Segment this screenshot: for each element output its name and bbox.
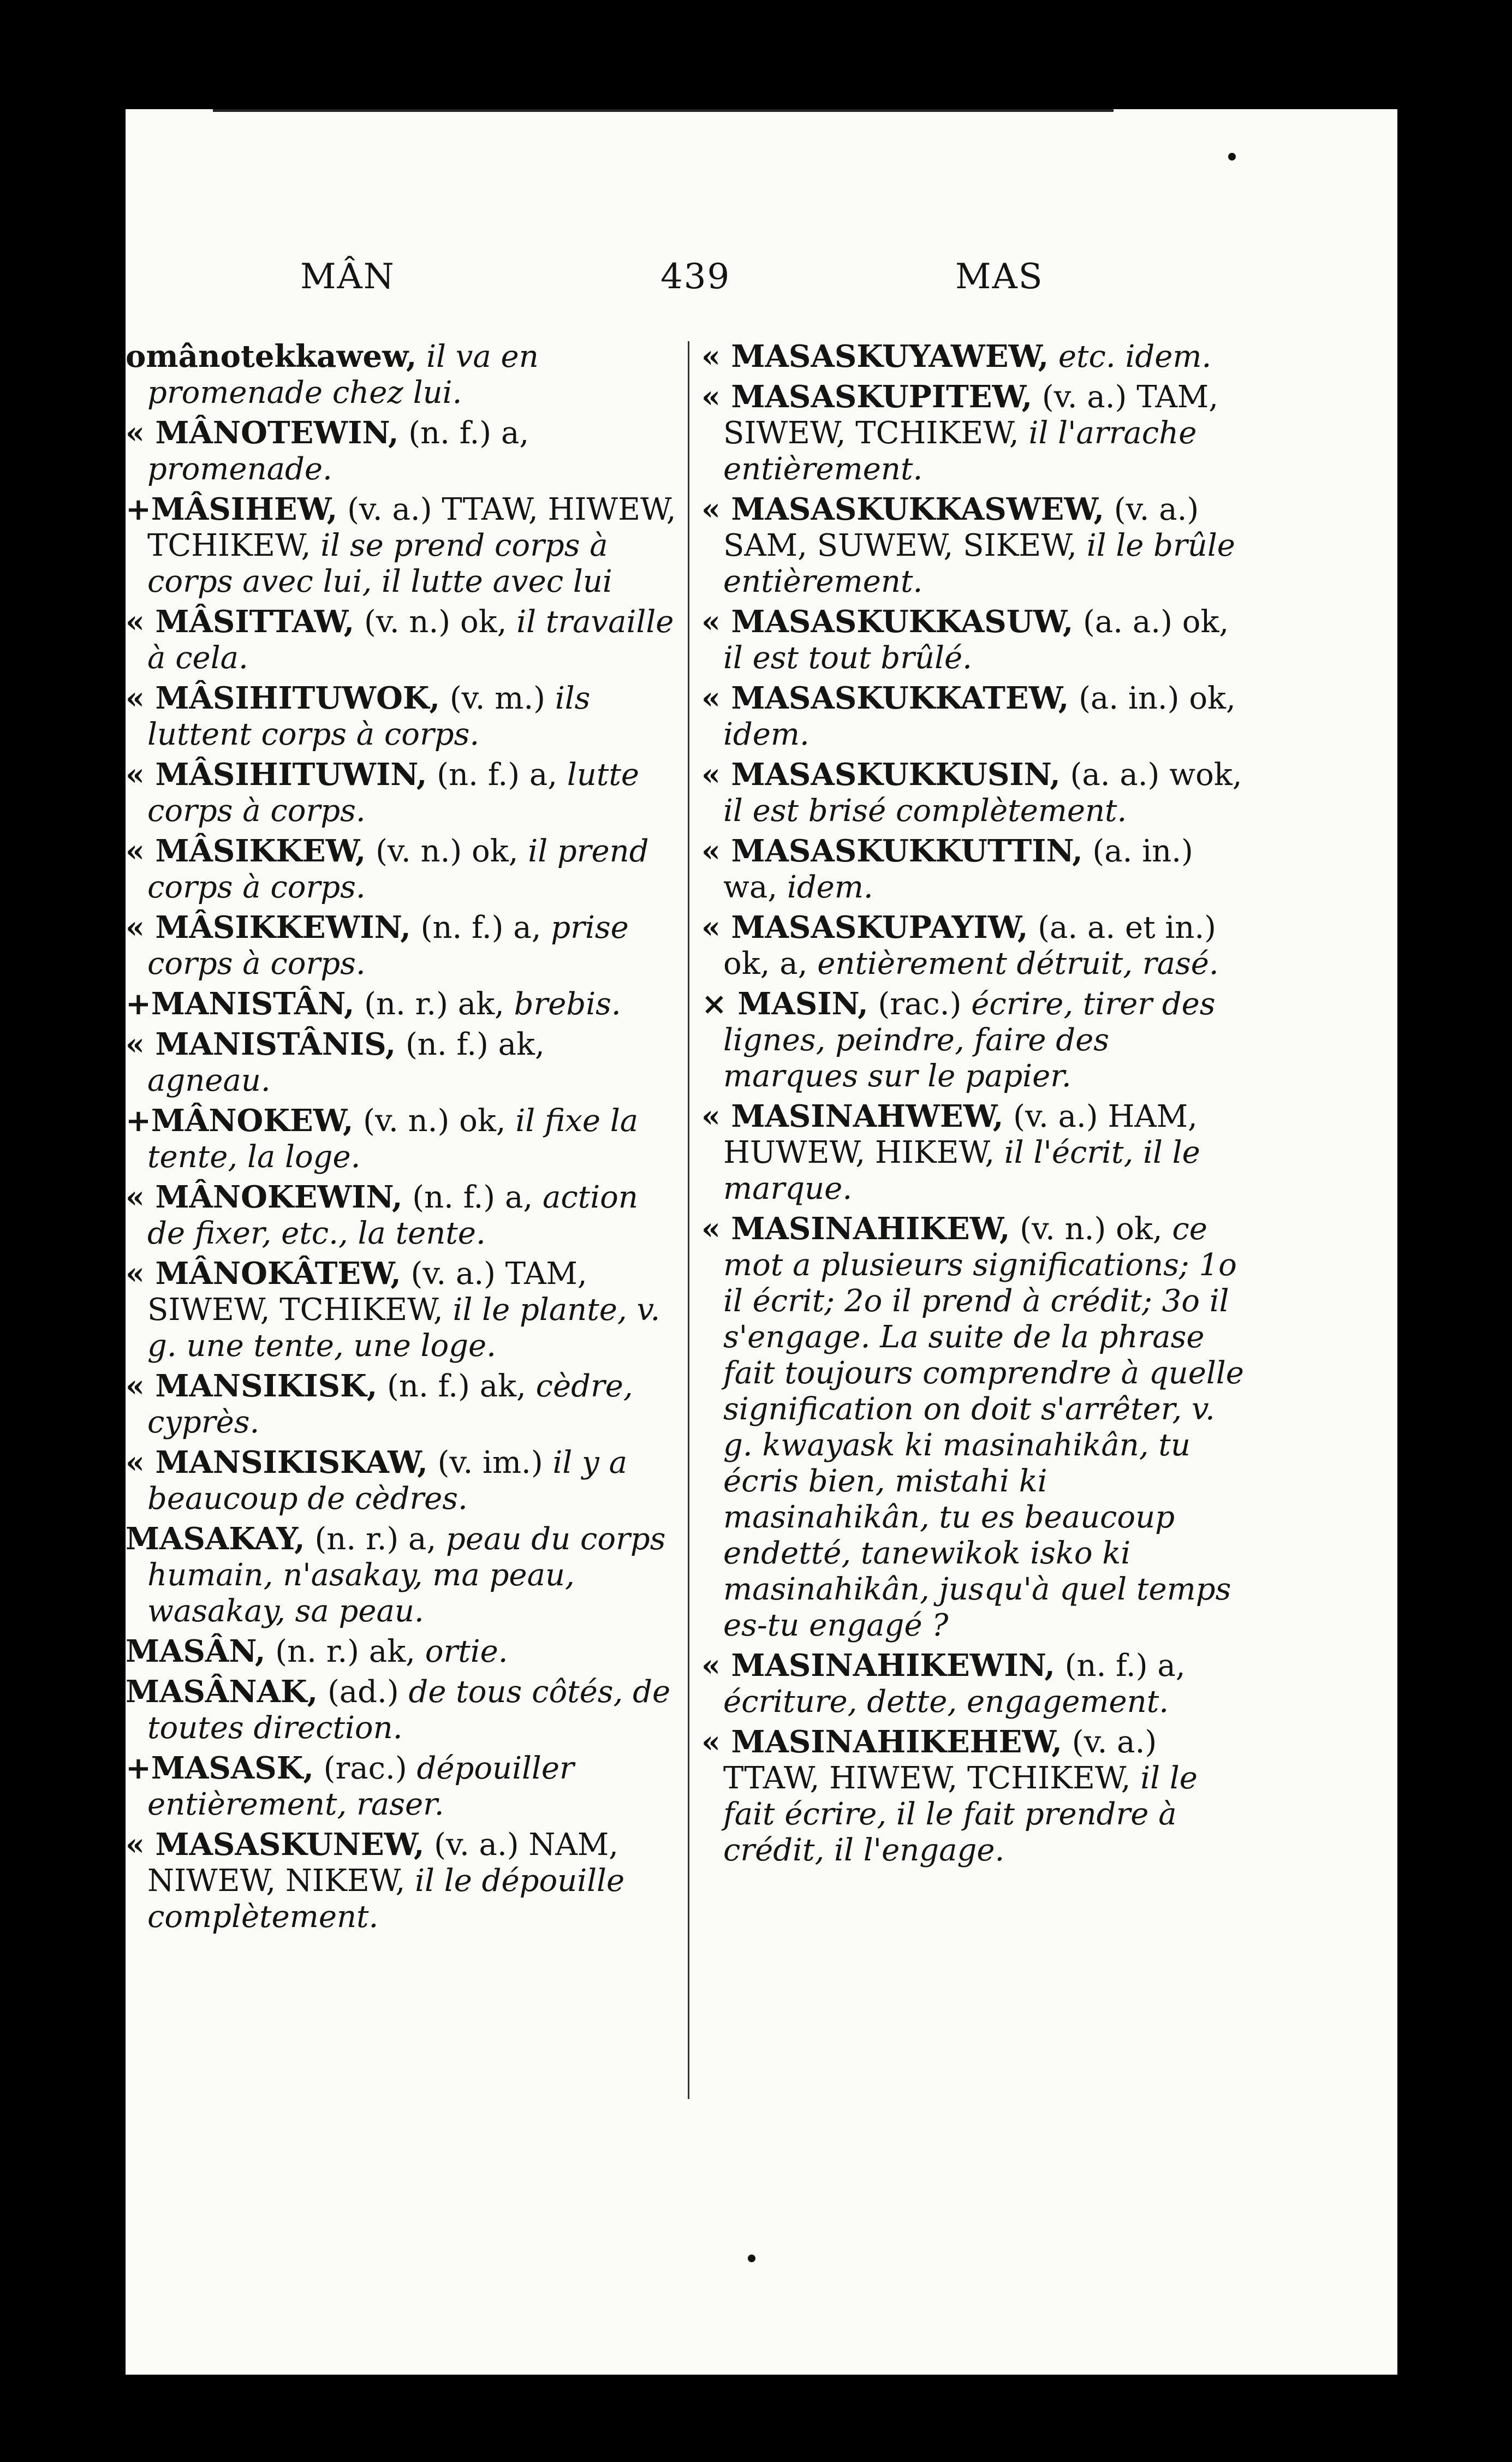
entry-forms: ok,: [1172, 604, 1229, 640]
running-head-left: MÂN: [300, 257, 395, 297]
dictionary-entry: [126, 1368, 677, 1441]
entry-def: etc. idem.: [1049, 339, 1212, 374]
ink-speck: [1228, 153, 1236, 160]
entry-gram: (n. r.): [354, 986, 448, 1022]
entry-gram: (v. n.): [1010, 1211, 1106, 1247]
dictionary-entry: [126, 1827, 677, 1935]
entry-def: il va en promenade chez lui.: [147, 339, 539, 411]
entry-gram: (n. f.): [396, 1027, 489, 1062]
dictionary-page: [126, 109, 1397, 2375]
entry-hw: « MASASKUKKUSIN,: [701, 757, 1061, 793]
dictionary-entry: [126, 415, 677, 487]
entry-forms: a,: [520, 757, 558, 793]
entry-def: idem.: [723, 717, 809, 752]
entry-forms: ak,: [488, 1027, 545, 1062]
entry-def: idem.: [777, 870, 873, 905]
dictionary-entry: [126, 1256, 677, 1364]
entry-hw: omânotekkawew,: [126, 338, 417, 374]
entry-gram: (v. a.): [337, 492, 432, 527]
entry-def: il l'écrit, il le marque.: [723, 1135, 1200, 1206]
entry-hw: « MASINAHIKEHEW,: [701, 1724, 1062, 1760]
entry-gram: (n. r.): [265, 1634, 360, 1669]
dictionary-entry: [701, 379, 1247, 487]
entry-forms: NAM, NIWEW, NIKEW,: [147, 1827, 618, 1899]
entry-def: il le fait écrire, il le fait prendre à crédit, il l'engage.: [723, 1761, 1198, 1868]
entry-def: entièrement détruit, rasé.: [807, 946, 1219, 982]
entry-gram: (n. f.): [1055, 1648, 1148, 1684]
entry-hw: MASAKAY,: [126, 1521, 305, 1557]
dictionary-entry: [701, 757, 1247, 829]
entry-hw: « MASASKUPITEW,: [701, 379, 1033, 415]
entry-forms: TTAW, HIWEW, TCHIKEW,: [147, 492, 676, 563]
dictionary-entry: [701, 1648, 1247, 1720]
entry-forms: TAM, SIWEW, TCHIKEW,: [147, 1256, 587, 1328]
entry-def: il y a beaucoup de cèdres.: [147, 1445, 627, 1517]
entry-gram: (n. f.): [398, 415, 492, 451]
entry-forms: ok, a,: [723, 946, 808, 982]
entry-def: il le plante, v. g. une tente, une loge.: [147, 1292, 660, 1364]
entry-forms: ok,: [1179, 681, 1236, 716]
dictionary-entry: [701, 491, 1247, 600]
dictionary-entry: [126, 1444, 677, 1517]
entry-def: il le dépouille complètement.: [147, 1863, 625, 1935]
entry-gram: (v. a.): [1062, 1724, 1157, 1760]
entry-def: peau du corps humain, n'asakay, ma peau, wasakay, sa peau.: [147, 1521, 666, 1629]
dictionary-entry: [701, 833, 1247, 906]
entry-hw: « MÂNOKEWIN,: [126, 1179, 403, 1215]
dictionary-entry: [126, 491, 677, 600]
dictionary-entry: [126, 338, 677, 411]
entry-gram: (ad.): [318, 1674, 399, 1710]
dictionary-entry: [126, 1103, 677, 1175]
page-number: 439: [660, 257, 731, 297]
dictionary-entry: [701, 909, 1247, 982]
entry-forms: a,: [503, 910, 541, 945]
entry-hw: « MASASKUYAWEW,: [701, 338, 1049, 374]
entry-def: il travaille à cela.: [147, 604, 674, 676]
entry-hw: +MANISTÂN,: [126, 986, 355, 1022]
dictionary-entry: [126, 1750, 677, 1823]
entry-def: il le brûle entièrement.: [723, 528, 1235, 599]
entry-forms: wa,: [723, 870, 778, 905]
entry-gram: (n. f.): [427, 757, 520, 793]
entry-forms: TTAW, HIWEW, TCHIKEW,: [723, 1761, 1131, 1796]
entry-gram: (a. in.): [1069, 681, 1180, 716]
dictionary-entry: [701, 986, 1247, 1095]
column-divider: [688, 341, 689, 2099]
entry-hw: « MANISTÂNIS,: [126, 1026, 396, 1062]
dictionary-entry: [126, 1179, 677, 1252]
entry-hw: « MÂSIHITUWIN,: [126, 757, 427, 793]
entry-hw: « MÂSIKKEW,: [126, 833, 366, 869]
entry-forms: HAM, HUWEW, HIKEW,: [723, 1099, 1198, 1170]
dictionary-entry: [701, 1098, 1247, 1207]
entry-def: agneau.: [147, 1063, 271, 1098]
entry-gram: (v. n.): [353, 1103, 450, 1139]
dictionary-entry: [126, 1633, 677, 1670]
entry-def: ils luttent corps à corps.: [147, 681, 591, 752]
entry-gram: (v. a.): [424, 1827, 519, 1863]
entry-hw: MASÂN,: [126, 1633, 266, 1669]
entry-gram: (a. a.): [1060, 757, 1160, 793]
entry-def: dépouiller entièrement, raser.: [147, 1751, 574, 1822]
entry-gram: (v. n.): [366, 834, 462, 869]
entry-gram: (a. in.): [1082, 834, 1193, 869]
entry-hw: +MÂNOKEW,: [126, 1103, 354, 1139]
entry-gram: (rac.): [868, 986, 962, 1022]
top-rule: [213, 109, 1114, 112]
dictionary-entry: [126, 757, 677, 829]
dictionary-entry: [126, 604, 677, 676]
entry-def: écriture, dette, engagement.: [723, 1684, 1169, 1720]
entry-hw: « MANSIKISK,: [126, 1368, 378, 1404]
entry-def: écrire, tirer des lignes, peindre, faire des marques sur le papier.: [723, 986, 1216, 1094]
entry-def: il est brisé complètement.: [723, 793, 1127, 829]
entry-hw: « MÂSIHITUWOK,: [126, 680, 440, 716]
entry-gram: (v. m.): [440, 681, 546, 716]
entry-gram: (n. f.): [377, 1369, 470, 1404]
right-column: [701, 338, 1247, 1872]
entry-hw: « MASASKUKKASWEW,: [701, 491, 1104, 527]
entry-gram: (a. a.): [1073, 604, 1172, 640]
entry-forms: ak,: [448, 986, 504, 1022]
dictionary-entry: [701, 680, 1247, 753]
dictionary-entry: [701, 604, 1247, 676]
entry-forms: a,: [491, 415, 529, 451]
entry-forms: ak,: [469, 1369, 526, 1404]
entry-hw: +MÂSIHEW,: [126, 491, 338, 527]
entry-gram: (rac.): [313, 1751, 407, 1786]
entry-hw: « MÂNOTEWIN,: [126, 415, 399, 451]
entry-hw: « MASASKUKKUTTIN,: [701, 833, 1083, 869]
dictionary-entry: [126, 1521, 677, 1630]
entry-forms: ok,: [449, 1103, 506, 1139]
dictionary-entry: [701, 1724, 1247, 1869]
dictionary-entry: [126, 833, 677, 906]
entry-hw: MASÂNAK,: [126, 1674, 318, 1710]
entry-forms: ok,: [450, 604, 507, 640]
entry-hw: « MASASKUKKASUW,: [701, 604, 1074, 640]
entry-hw: « MASASKUKKATEW,: [701, 680, 1069, 716]
entry-def: promenade.: [147, 451, 332, 487]
entry-gram: (n. r.): [305, 1521, 399, 1557]
entry-def: action de fixer, etc., la tente.: [147, 1180, 638, 1251]
entry-hw: « MANSIKISKAW,: [126, 1444, 428, 1480]
entry-hw: « MASINAHIKEWIN,: [701, 1648, 1055, 1684]
entry-hw: « MASINAHWEW,: [701, 1098, 1004, 1134]
entry-forms: TAM, SIWEW, TCHIKEW,: [723, 379, 1219, 451]
entry-def: il prend corps à corps.: [147, 834, 649, 905]
entry-gram: (v. a.): [1003, 1099, 1098, 1134]
entry-hw: +MASASK,: [126, 1750, 314, 1786]
entry-gram: (v. im.): [427, 1445, 543, 1480]
dictionary-entry: [126, 1026, 677, 1099]
entry-hw: « MÂSIKKEWIN,: [126, 909, 411, 945]
entry-def: de tous côtés, de toutes direction.: [147, 1674, 671, 1746]
entry-forms: a,: [398, 1521, 437, 1557]
entry-def: lutte corps à corps.: [147, 757, 640, 829]
entry-hw: « MASASKUPAYIW,: [701, 909, 1028, 945]
left-column: [126, 338, 677, 1939]
entry-forms: ok,: [462, 834, 519, 869]
entry-hw: « MÂSITTAW,: [126, 604, 355, 640]
entry-hw: « MASINAHIKEW,: [701, 1211, 1010, 1247]
entry-def: brebis.: [504, 986, 621, 1022]
entry-forms: a,: [1147, 1648, 1186, 1684]
entry-gram: (n. f.): [402, 1180, 496, 1215]
entry-def: ce mot a plusieurs significations; 1o il écrit; 2o il prend à crédit; 3o il s'engage. La suite de la phrase fait toujours comprendre à quelle signification on doit s'arrêter, v. g. kwayask ki masinahikân, tu écris bien, mistahi ki masinahikân, tu es beaucoup endetté, tanewikok isko ki masinahikân, jusqu'à quel temps es-tu engagé ?: [723, 1211, 1244, 1643]
entry-gram: (v. a.): [401, 1256, 496, 1292]
entry-def: ortie.: [415, 1634, 508, 1669]
entry-def: cèdre, cyprès.: [147, 1369, 633, 1440]
entry-forms: ak,: [359, 1634, 415, 1669]
entry-hw: « MASASKUNEW,: [126, 1827, 425, 1863]
entry-gram: (n. f.): [410, 910, 504, 945]
entry-hw: « MÂNOKÂTEW,: [126, 1256, 401, 1292]
entry-forms: SAM, SUWEW, SIKEW,: [723, 528, 1077, 563]
dictionary-entry: [126, 1674, 677, 1746]
entry-gram: (v. a.): [1104, 492, 1199, 527]
entry-forms: ok,: [1106, 1211, 1163, 1247]
dictionary-entry: [701, 338, 1247, 375]
entry-gram: (a. a. et in.): [1028, 910, 1217, 945]
entry-gram: (v. n.): [354, 604, 451, 640]
entry-forms: a,: [495, 1180, 533, 1215]
entry-def: il l'arrache entièrement.: [723, 415, 1197, 487]
ink-speck: [748, 2255, 755, 2262]
dictionary-entry: [701, 1211, 1247, 1644]
entry-gram: (v. a.): [1032, 379, 1127, 415]
dictionary-entry: [126, 986, 677, 1022]
entry-def: prise corps à corps.: [147, 910, 629, 982]
entry-def: il est tout brûlé.: [723, 640, 972, 676]
running-head-right: MAS: [955, 257, 1044, 297]
entry-forms: wok,: [1159, 757, 1242, 793]
dictionary-entry: [126, 680, 677, 753]
entry-def: il se prend corps à corps avec lui, il lutte avec lui: [147, 528, 612, 599]
dictionary-entry: [126, 909, 677, 982]
entry-def: il fixe la tente, la loge.: [147, 1103, 639, 1175]
entry-hw: × MASIN,: [701, 986, 868, 1022]
